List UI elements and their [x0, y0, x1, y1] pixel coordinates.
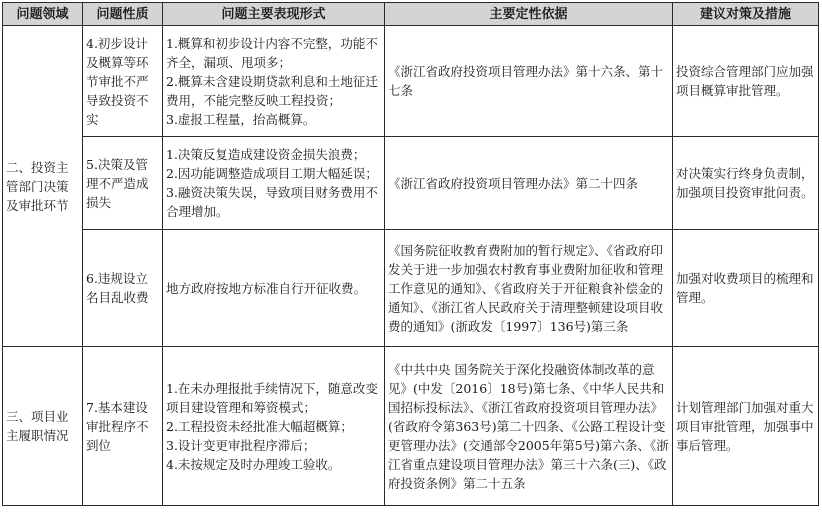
table-row	[3, 347, 819, 506]
suggestion-cell: 计划管理部门加强对重大项目审批管理，加强事中事后管理。	[673, 347, 819, 506]
table-header-row	[3, 3, 819, 26]
basis-cell: 《浙江省政府投资项目管理办法》第二十四条	[385, 137, 673, 230]
table-row	[3, 26, 819, 137]
form-item: 1.在未办理报批手续情况下，随意改变项目建设管理和筹资模式；	[166, 380, 378, 415]
form-item: 2.概算未含建设期贷款利息和土地征迁费用，不能完整反映工程投资；	[166, 73, 378, 108]
nature-cell: 7.基本建设审批程序不到位	[83, 347, 163, 506]
basis-cell: 《中共中央 国务院关于深化投融资体制改革的意见》(中发〔2016〕18号)第七条、《中华人民共和国招标投标法》、《浙江省政府投资项目管理办法》(省政府令第363号)第二十四条、《公路工程设计变更管理办法》(交通部令2005年第5号)第六条、《浙江省重点建设项目管理办法》第三十六条(三)、《政府投资条例》第二十五条	[385, 347, 673, 506]
form-item: 1.概算和初步设计内容不完整，功能不齐全，漏项、甩项多；	[166, 35, 378, 70]
table-row	[3, 230, 819, 347]
suggestion-cell: 对决策实行终身负责制，加强项目投资审批问责。	[673, 137, 819, 230]
forms-cell	[163, 137, 385, 230]
table-row	[3, 137, 819, 230]
suggestion-cell: 加强对收费项目的梳理和管理。	[673, 230, 819, 347]
form-item: 2.因功能调整造成项目工期大幅延误；	[166, 166, 378, 181]
domain-cell: 三、项目业主履职情况	[3, 347, 83, 506]
header-forms: 问题主要表现形式	[163, 3, 385, 26]
nature-cell: 6.违规设立名目乱收费	[83, 230, 163, 347]
suggestion-cell: 投资综合管理部门应加强项目概算审批管理。	[673, 26, 819, 137]
forms-cell	[163, 347, 385, 506]
forms-cell	[163, 230, 385, 347]
nature-cell: 5.决策及管理不严造成损失	[83, 137, 163, 230]
header-suggestion: 建议对策及措施	[673, 3, 819, 26]
form-item: 3.设计变更审批程序滞后；	[166, 437, 316, 453]
forms-cell	[163, 26, 385, 137]
basis-cell: 《国务院征收教育费附加的暂行规定》、《省政府印发关于进一步加强农村教育事业费附加征收和管理工作意见的通知》、《省政府关于开征粮食补偿金的通知》、《浙江省人民政府关于清理整顿建设项目收费的通知》(浙政发〔1997〕136号)第三条	[385, 230, 673, 347]
header-domain: 问题领域	[3, 3, 83, 26]
audit-issues-table	[2, 2, 819, 506]
form-item: 3.虚报工程量，抬高概算。	[166, 111, 316, 127]
basis-cell: 《浙江省政府投资项目管理办法》第十六条、第十七条	[385, 26, 673, 137]
form-item: 4.未按规定及时办理竣工验收。	[166, 456, 341, 472]
form-item: 3.融资决策失误，导致项目财务费用不合理增加。	[166, 185, 378, 219]
domain-cell: 二、投资主管部门决策及审批环节	[3, 26, 83, 347]
nature-cell: 4.初步设计及概算等环节审批不严导致投资不实	[83, 26, 163, 137]
form-item: 1.决策反复造成建设资金损失浪费；	[166, 147, 366, 162]
header-nature: 问题性质	[83, 3, 163, 26]
form-item: 地方政府按地方标准自行开征收费。	[166, 280, 367, 296]
header-basis: 主要定性依据	[385, 3, 673, 26]
form-item: 2.工程投资未经批准大幅超概算；	[166, 418, 353, 434]
